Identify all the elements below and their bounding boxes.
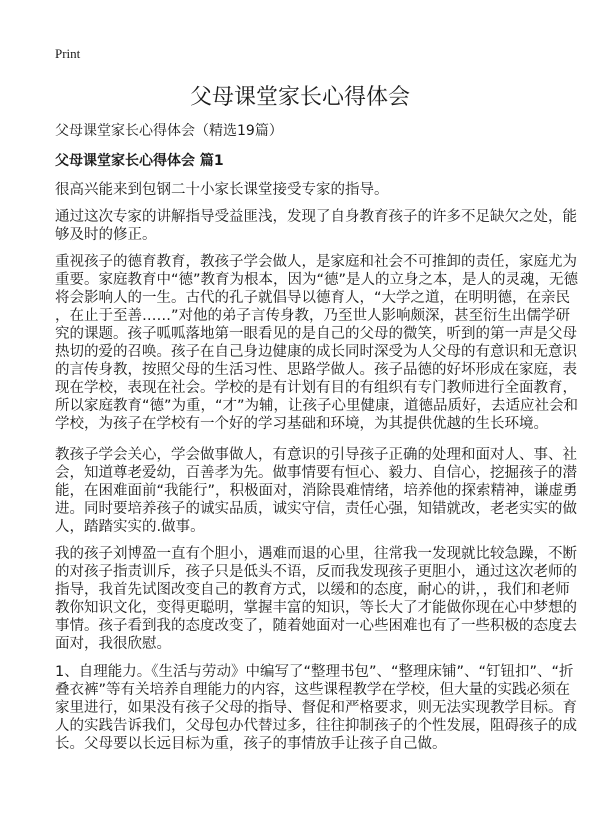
text-line: 通过这次专家的讲解指导受益匪浅，发现了自身教育孩子的许多不足缺欠之处，能 [55,209,577,225]
text-line: 面对，我很欣慰。 [55,636,171,652]
text-line: 所以家庭教育“德”为重，“才”为辅，让孩子心里健康，道德品质好，去适应社会和 [55,398,579,414]
text-line: 的对孩子指责训斥，孩子只是低头不语，反而我发现孩子更胆小，通过这次老师的 [55,564,577,580]
text-line: 将会影响人的一生。古代的孔子就倡导以德育人，“大学之道，在明明德，在亲民 [55,290,571,306]
print-link[interactable]: Print [55,46,81,61]
text-line: 指导，我首先试图改变自己的教育方式，以缓和的态度，耐心的讲，，我们和老师 [55,582,570,598]
text-line: 人，踏踏实实的.做事。 [55,519,205,535]
section-heading: 父母课堂家长心得体会 篇1 [55,153,224,169]
text-line: 热切的爱的召唤。孩子在自己身边健康的成长同时深受为人父母的有意识和无意识 [55,344,577,360]
text-line: 人的实践告诉我们，父母包办代替过多，往往抑制孩子的个性发展，阻碍孩子的成 [55,718,577,734]
text-line: 我的孩子刘博盈一直有个胆小，遇难而退的心里，往常我一发现就比较急躁，不断 [55,546,577,562]
text-line: 事情。孩子看到我的态度改变了，随着她面对一心些困难也有了一些积极的态度去 [55,618,577,634]
text-line: 的言传身教，按照父母的生活习性、思路学做人。孩子品德的好坏形成在家庭，表 [55,362,577,378]
text-line: 教孩子学会关心，学会做事做人，有意识的引导孩子正确的处理和面对人、事、社 [55,447,577,463]
text-line: 重视孩子的德育教育，教孩子学会做人，是家庭和社会不可推卸的责任，家庭尤为 [55,254,577,270]
paragraph-6 [55,663,577,753]
document-subtitle: 父母课堂家长心得体会（精选19篇） [55,123,283,139]
paragraph-3 [55,253,579,433]
text-line: 长。父母要以长远目标为重，孩子的事情放手让孩子自己做。 [55,736,447,752]
text-line: 够及时的修正。 [55,227,157,243]
text-line: 学校，为孩子在学校有一个好的学习基础和环境，为其提供优越的生长环境。 [55,416,548,432]
text-line: 现在学校，表现在社会。学校的是有计划有目的有组织有专门教师进行全面教育， [55,380,577,396]
text-line: 究的课题。孩子呱呱落地第一眼看见的是自己的父母的微笑，听到的第一声是父母 [55,326,577,342]
paragraph-1 [55,181,555,199]
page-title: 父母课堂家长心得体会 [189,85,410,110]
text-line: 1、自理能力。《生活与劳动》中编写了“整理书包”、“整理床铺”、“钉钮扣”、“折 [55,664,574,680]
text-line: 会，知道尊老爱幼，百善孝为先。做事情要有恒心、毅力、自信心，挖掘孩子的潜 [55,465,577,481]
text-line: 叠衣裤”等有关培养自理能力的内容，这些课程教学在学校，但大量的实践必须在 [55,682,571,698]
paragraph-2 [55,208,577,244]
text-line: 重要。家庭教育中“德”教育为根本，因为“德”是人的立身之本，是人的灵魂，无德 [55,272,579,288]
paragraph-5 [55,545,577,653]
text-line: ，在止于至善……”对他的弟子言传身教，乃至世人影响颇深，甚至衍生出儒学研 [55,308,571,324]
text-line: 很高兴能来到包钢二十小家长课堂接受专家的指导。 [55,182,389,198]
text-line: 教你知识文化，变得更聪明，掌握丰富的知识，等长大了才能做你现在心中梦想的 [55,600,577,616]
text-line: 进。同时要培养孩子的诚实品质，诚实守信，责任心强，知错就改，老老实实的做 [55,501,577,517]
text-line: 家里进行，如果没有孩子父母的指导、督促和严格要求，则无法实现教学目标。育 [55,700,577,716]
paragraph-4 [55,446,578,536]
text-line: 能，在困难面前“我能行”，积极面对，消除畏难情绪，培养他的探索精神，谦虚勇 [55,483,578,499]
